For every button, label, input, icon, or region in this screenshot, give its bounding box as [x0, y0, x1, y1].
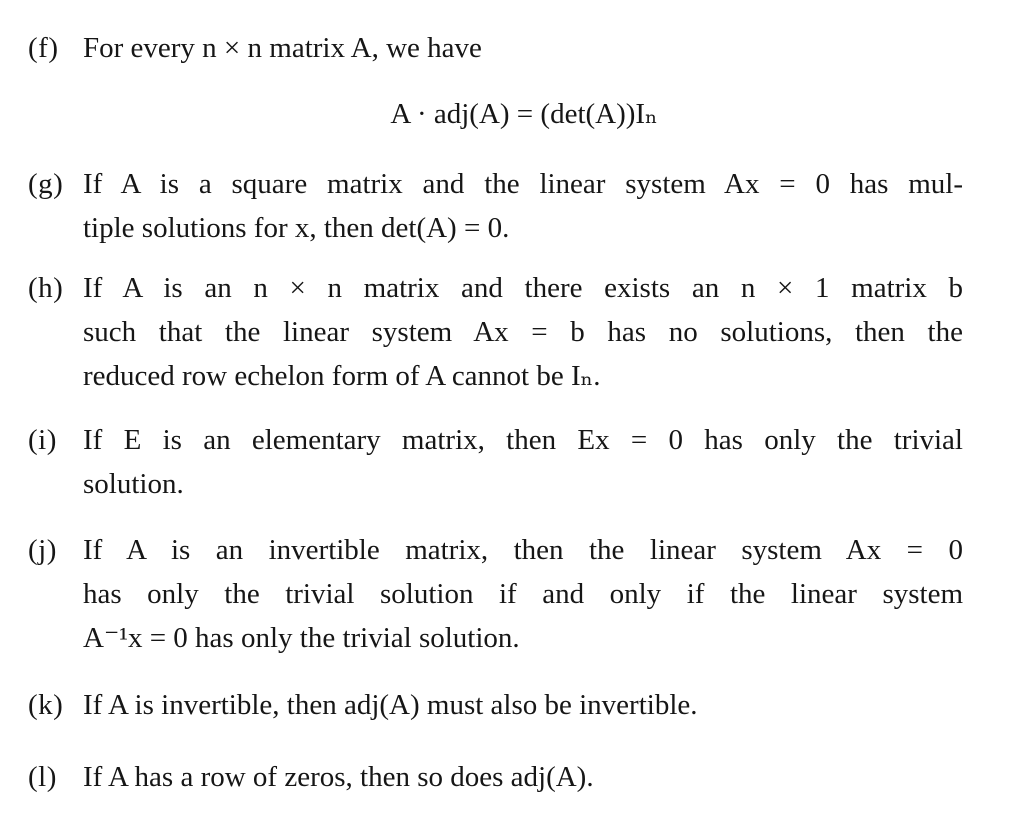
item-f-line-1: For every n × n matrix A, we have	[83, 32, 482, 64]
item-text-f	[83, 26, 963, 70]
item-label-g: (g)	[28, 168, 64, 200]
item-j-line-1: If A is an invertible matrix, then the linear system Ax = 0	[83, 534, 963, 566]
item-text-i	[83, 418, 963, 506]
item-text-g	[83, 162, 963, 250]
item-g-line-2: tiple solutions for x, then det(A) = 0.	[83, 212, 510, 244]
item-i-line-2: solution.	[83, 468, 184, 500]
item-label-l: (l)	[28, 761, 57, 793]
item-text-k	[83, 683, 963, 727]
display-equation-f: A · adj(A) = (det(A))Iₙ	[390, 98, 658, 130]
item-text-j	[83, 528, 963, 660]
item-label-i: (i)	[28, 424, 57, 456]
item-label-h: (h)	[28, 272, 64, 304]
item-label-f: (f)	[28, 32, 59, 64]
item-text-h	[83, 266, 963, 398]
item-label-j: (j)	[28, 534, 57, 566]
item-h-line-1: If A is an n × n matrix and there exists an n × 1 matrix b	[83, 272, 963, 304]
item-i-line-1: If E is an elementary matrix, then Ex = 0 has only the trivial	[83, 424, 963, 456]
item-g-line-1: If A is a square matrix and the linear system Ax = 0 has mul-	[83, 168, 963, 200]
item-h-line-2: such that the linear system Ax = b has no solutions, then the	[83, 316, 963, 348]
item-l-line-1: If A has a row of zeros, then so does adj(A).	[83, 761, 594, 793]
item-label-k: (k)	[28, 689, 64, 721]
item-j-line-3: A⁻¹x = 0 has only the trivial solution.	[83, 622, 520, 654]
item-j-line-2: has only the trivial solution if and only if the linear system	[83, 578, 963, 610]
item-k-line-1: If A is invertible, then adj(A) must also be invertible.	[83, 689, 698, 721]
item-h-line-3: reduced row echelon form of A cannot be Iₙ.	[83, 360, 601, 392]
item-text-l	[83, 755, 963, 799]
